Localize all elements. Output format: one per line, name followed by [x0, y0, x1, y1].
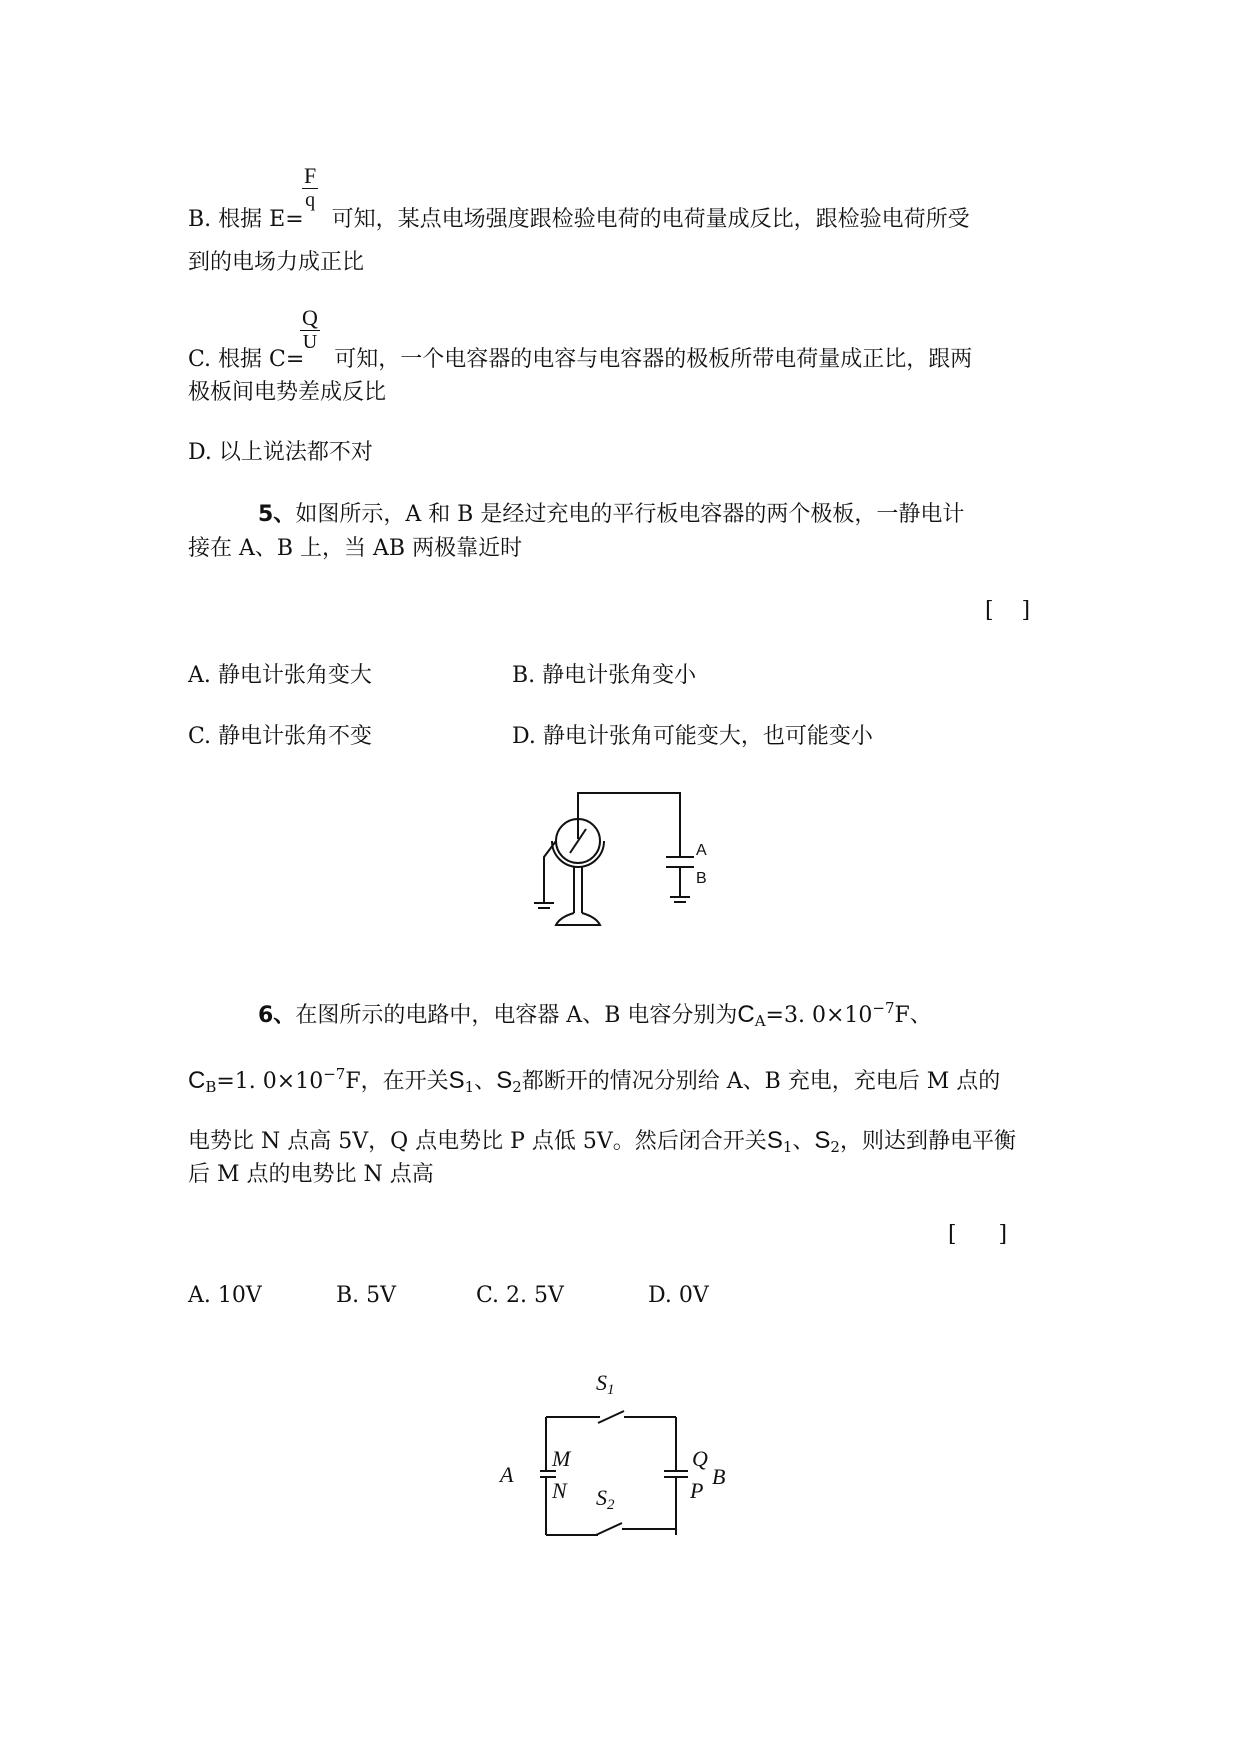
option-b-prefix: B. 根据 E=	[188, 207, 304, 232]
cb-subscript: B	[205, 1078, 217, 1096]
fraction-F-over-q	[302, 164, 318, 211]
s2-symbol: S	[496, 1067, 513, 1094]
q6-stem-part2: F，在开关	[345, 1069, 449, 1094]
q6-option-c: C. 2. 5V	[476, 1283, 564, 1308]
option-d-line: D. 以上说法都不对	[188, 440, 373, 465]
s1-subscript: 1	[782, 1138, 793, 1156]
q5-figure-label-b: B	[696, 870, 707, 887]
q6-stem-part5: ，则达到静电平衡	[839, 1129, 1016, 1154]
cb-value: =1. 0×10	[216, 1069, 324, 1094]
ca-value: =3. 0×10	[765, 1003, 873, 1028]
circuit-label-b: B	[712, 1464, 726, 1489]
fraction-denominator: q	[305, 189, 316, 211]
q5-option-b: B. 静电计张角变小	[512, 663, 697, 688]
q6-option-b: B. 5V	[336, 1283, 397, 1308]
option-c-prefix: C. 根据 C=	[188, 347, 305, 372]
ca-subscript: A	[754, 1012, 766, 1030]
s1-letter: S	[596, 1370, 607, 1395]
q5-number: 5、	[258, 502, 296, 527]
circuit-label-m: M	[552, 1446, 571, 1471]
q6-line1	[258, 993, 932, 1036]
q5-line1	[258, 500, 964, 530]
fraction-numerator: Q	[302, 305, 318, 330]
q5-answer-bracket: [ ]	[985, 598, 1031, 623]
q5-figure-label-a: A	[696, 842, 707, 859]
fraction-denominator: U	[302, 331, 318, 353]
s1-symbol: S	[448, 1067, 465, 1094]
cb-exponent: −7	[323, 1065, 346, 1083]
q6-stem-part3: 都断开的情况分别给 A、B 充电，充电后 M 点的	[521, 1069, 1001, 1094]
q6-circuit-figure	[540, 1405, 700, 1545]
q5-option-c: C. 静电计张角不变	[188, 724, 373, 749]
option-c-text: 可知，一个电容器的电容与电容器的极板所带电荷量成正比，跟两	[334, 347, 973, 372]
s1-symbol: S	[766, 1127, 783, 1154]
s2-subscript: 2	[512, 1078, 522, 1096]
circuit-label-n: N	[552, 1478, 567, 1503]
q6-option-d: D. 0V	[648, 1283, 709, 1308]
q6-line2	[188, 1059, 1000, 1102]
circuit-label-s1	[596, 1370, 615, 1399]
q5-line2: 接在 A、B 上，当 AB 两极靠近时	[188, 536, 523, 561]
ca-symbol: C	[737, 1001, 755, 1028]
circuit-label-a: A	[500, 1462, 514, 1487]
q5-option-a: A. 静电计张角变大	[188, 663, 372, 688]
ca-unit: F、	[894, 1003, 932, 1028]
q6-stem-part4: 电势比 N 点高 5V，Q 点电势比 P 点低 5V。然后闭合开关	[188, 1129, 767, 1154]
ca-exponent: −7	[872, 999, 895, 1017]
option-b-line2: 到的电场力成正比	[188, 250, 365, 275]
q6-answer-bracket: [ ]	[948, 1222, 1008, 1247]
s1-subscript: 1	[464, 1078, 475, 1096]
circuit-label-p: P	[690, 1478, 704, 1503]
q5-electroscope-figure	[530, 785, 740, 935]
s2-symbol: S	[814, 1127, 831, 1154]
q6-line3	[188, 1126, 1016, 1162]
q6-stem-part1: 在图所示的电路中，电容器 A、B 电容分别为	[295, 1003, 738, 1028]
s2-label-subscript: 2	[607, 1497, 615, 1513]
separator: 、	[792, 1129, 815, 1154]
option-c-line2: 极板间电势差成反比	[188, 380, 387, 405]
s2-letter: S	[596, 1485, 607, 1510]
circuit-label-q: Q	[692, 1446, 708, 1471]
q5-option-d: D. 静电计张角可能变大，也可能变小	[512, 724, 873, 749]
option-b-line1	[188, 205, 970, 235]
option-c-line1	[188, 345, 972, 375]
q6-line4: 后 M 点的电势比 N 点高	[188, 1162, 434, 1187]
q5-stem-line1: 如图所示，A 和 B 是经过充电的平行板电容器的两个极板，一静电计	[295, 502, 965, 527]
circuit-label-s2	[596, 1485, 615, 1514]
separator: 、	[474, 1069, 497, 1094]
cb-symbol: C	[188, 1067, 206, 1094]
s1-label-subscript: 1	[607, 1382, 615, 1398]
fraction-numerator: F	[304, 163, 317, 188]
q6-option-a: A. 10V	[188, 1283, 262, 1308]
option-b-text: 可知，某点电场强度跟检验电荷的电荷量成反比，跟检验电荷所受	[331, 207, 970, 232]
q6-number: 6、	[258, 1003, 296, 1028]
s2-subscript: 2	[830, 1138, 840, 1156]
